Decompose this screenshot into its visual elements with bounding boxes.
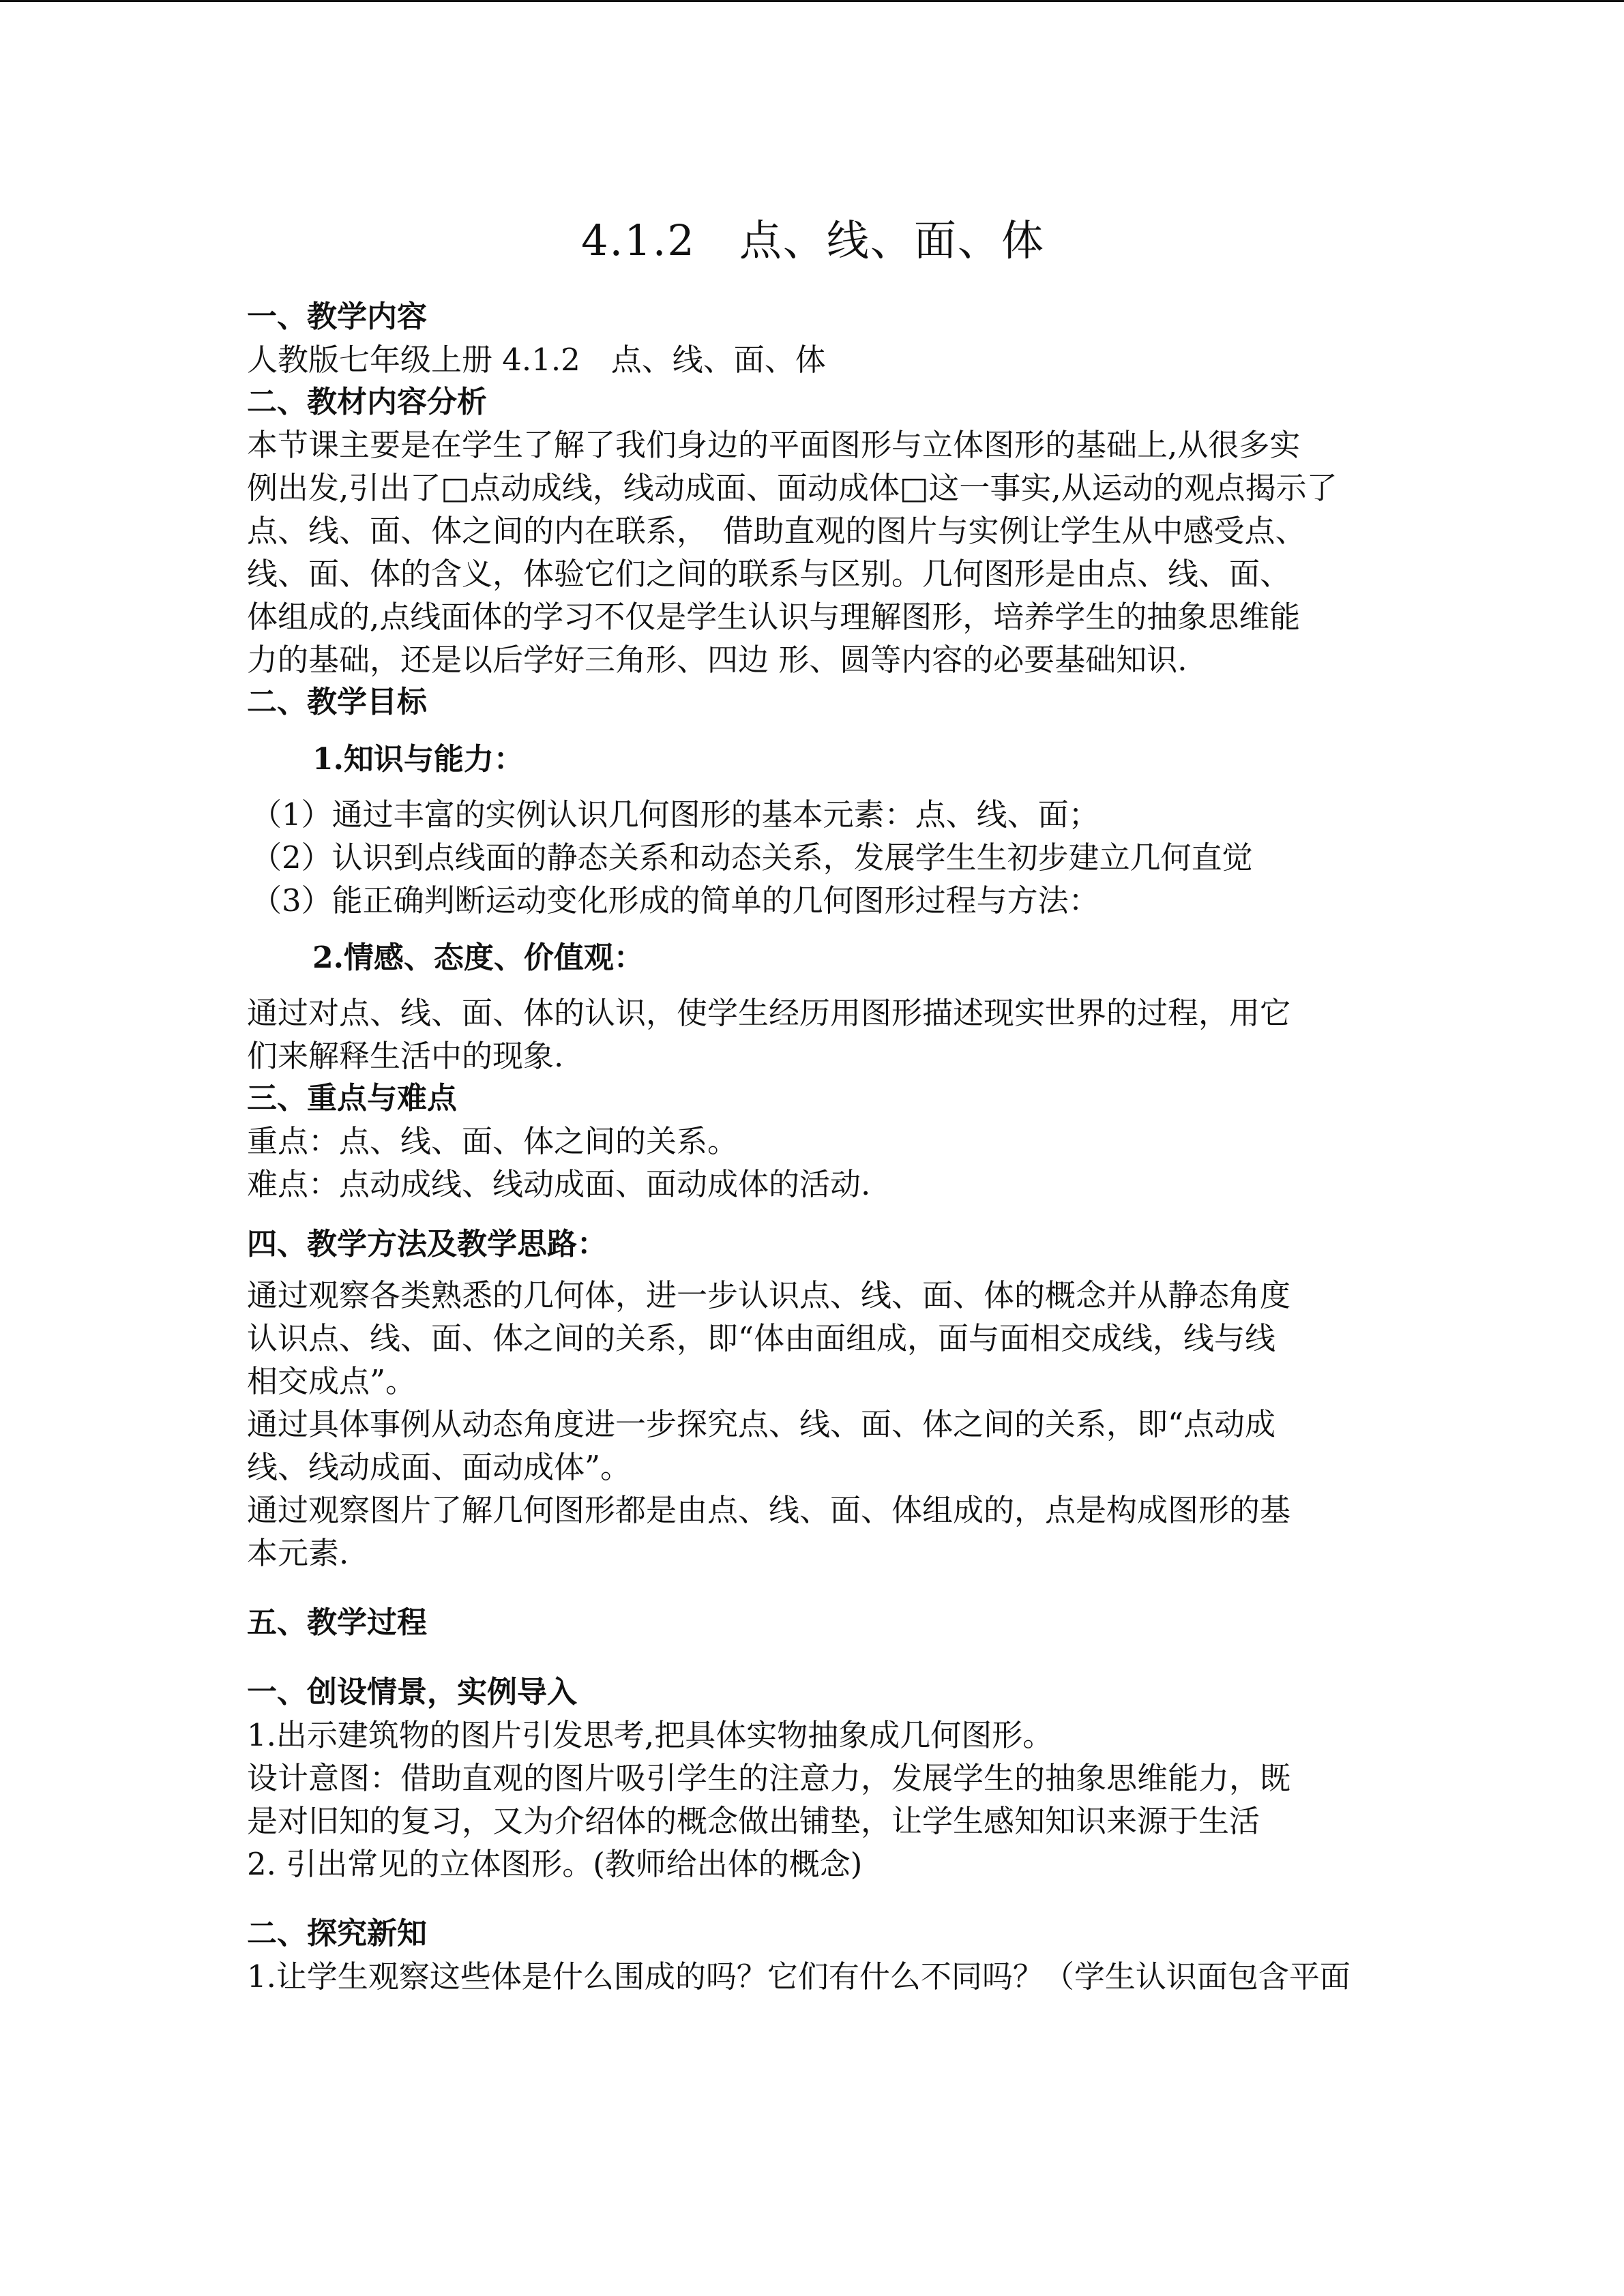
goal-item: （1）通过丰富的实例认识几何图形的基本元素：点、线、面； [251,796,1099,833]
heading-explore-new: 二、探究新知 [247,1916,427,1951]
paragraph-line: 线、线动成面、面动成体”。 [247,1449,632,1485]
goal-item: （2）认识到点线面的静态关系和动态关系，发展学生生初步建立几何直觉 [251,839,1253,876]
process-item: 1.出示建筑物的图片引发思考,把具体实物抽象成几何图形。 [247,1717,1054,1753]
heading-teaching-method: 四、教学方法及教学思路： [247,1227,607,1262]
paragraph-line: 通过观察各类熟悉的几何体，进一步认识点、线、面、体的概念并从静态角度 [247,1277,1291,1313]
paragraph-line: 们来解释生活中的现象. [247,1038,564,1074]
paragraph-line: 相交成点”。 [247,1363,417,1399]
heading-teaching-goals: 二、教学目标 [247,685,427,719]
heading-teaching-process: 五、教学过程 [247,1605,427,1640]
difficult-point-text: 难点：点动成线、线动成面、面动成体的活动. [247,1166,871,1202]
paragraph-line: 本节课主要是在学生了解了我们身边的平面图形与立体图形的基础上,从很多实 [247,427,1301,463]
heading-scenario-intro: 一、创设情景，实例导入 [247,1675,577,1710]
subheading-emotion-values: 2.情感、态度、价值观： [312,940,644,975]
paragraph-line: 认识点、线、面、体之间的关系，即“体由面组成，面与面相交成线，线与线 [247,1320,1276,1356]
teaching-content-text: 人教版七年级上册 4.1.2 点、线、面、体 [247,342,826,378]
key-point-text: 重点：点、线、面、体之间的关系。 [247,1123,739,1159]
heading-teaching-content: 一、教学内容 [247,299,427,334]
goal-item: （3）能正确判断运动变化形成的简单的几何图形过程与方法： [251,882,1099,919]
design-intent-line: 设计意图：借助直观的图片吸引学生的注意力，发展学生的抽象思维能力，既 [247,1760,1291,1796]
paragraph-line: 本元素. [247,1535,349,1571]
paragraph-line: 线、面、体的含义，体验它们之间的联系与区别。几何图形是由点、线、面、 [247,556,1291,592]
material-analysis-paragraph [247,423,1379,681]
subheading-knowledge-ability: 1.知识与能力： [312,742,524,777]
paragraph-line: 通过对点、线、面、体的认识，使学生经历用图形描述现实世界的过程，用它 [247,995,1291,1031]
paragraph-line: 通过具体事例从动态角度进一步探究点、线、面、体之间的关系，即“点动成 [247,1406,1276,1442]
process-item: 1.让学生观察这些体是什么围成的吗？它们有什么不同吗？（学生认识面包含平面 [247,1958,1350,1995]
document-title: 4.1.2 点、线、面、体 [581,215,1045,265]
heading-key-difficult-points: 三、重点与难点 [247,1081,457,1116]
design-intent-line: 是对旧知的复习，又为介绍体的概念做出铺垫，让学生感知知识来源于生活 [247,1803,1260,1839]
paragraph-line: 体组成的,点线面体的学习不仅是学生认识与理解图形，培养学生的抽象思维能 [247,599,1301,635]
paragraph-line: 力的基础，还是以后学好三角形、四边 形、圆等内容的必要基础知识. [247,642,1187,678]
paragraph-line: 点、线、面、体之间的内在联系， 借助直观的图片与实例让学生从中感受点、 [247,513,1306,549]
paragraph-line: 例出发,引出了□点动成线，线动成面、面动成体□这一事实,从运动的观点揭示了 [247,470,1338,506]
heading-material-analysis: 二、教材内容分析 [247,385,487,419]
paragraph-line: 通过观察图片了解几何图形都是由点、线、面、体组成的，点是构成图形的基 [247,1492,1291,1528]
page-top-border [0,0,1624,2]
process-item: 2. 引出常见的立体图形。(教师给出体的概念) [247,1846,863,1882]
teaching-method-paragraph [247,1274,1379,1575]
document-body [247,198,1379,1998]
